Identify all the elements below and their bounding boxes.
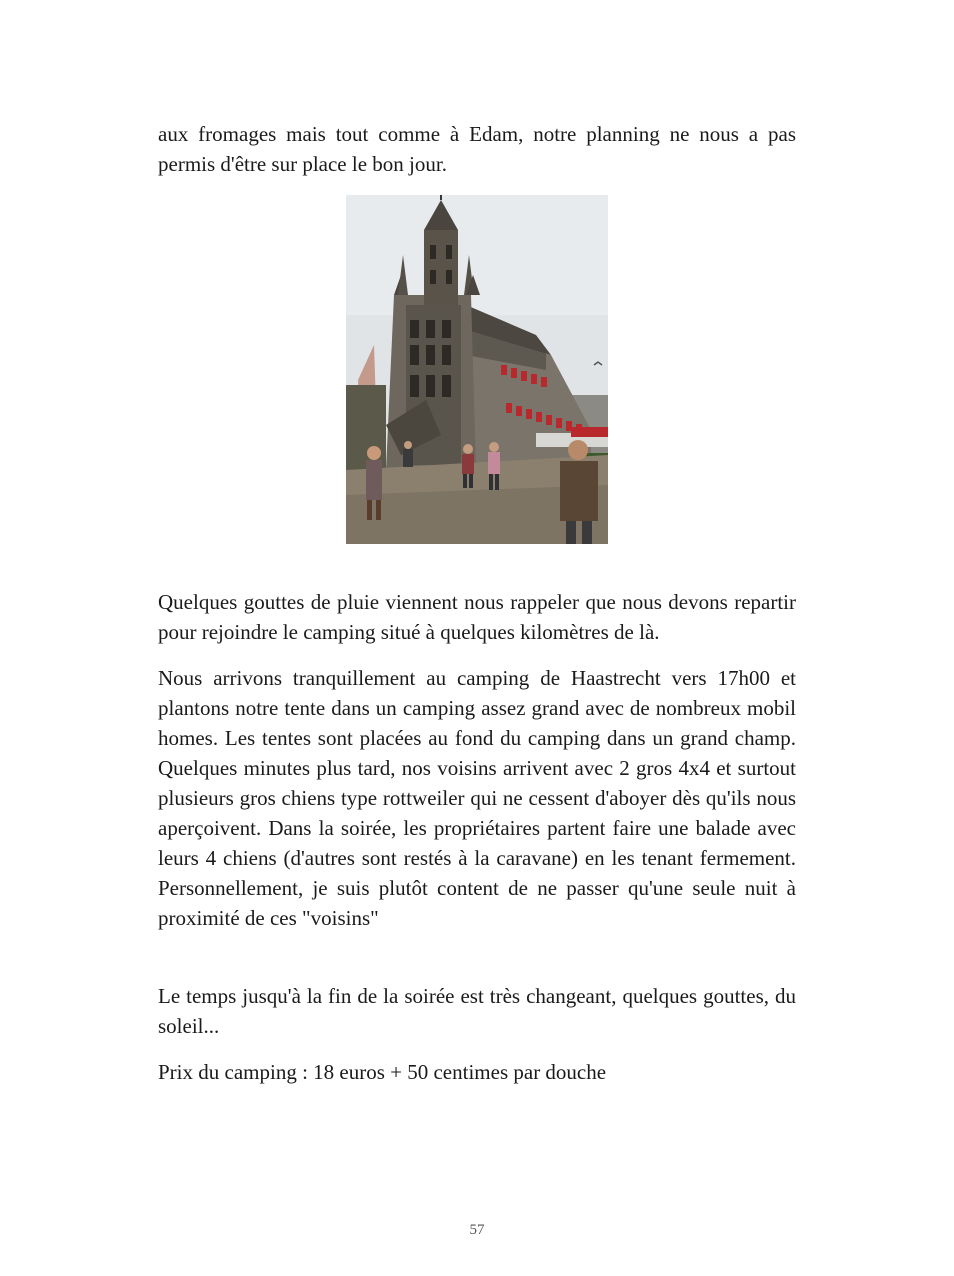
paragraph-4: Le temps jusqu'à la fin de la soirée est très changeant, quelques gouttes, du soleil... [158, 984, 796, 1038]
paragraph-2: Quelques gouttes de pluie viennent nous rappeler que nous devons repartir pour rejoindre le camping situé à quelques kilomètres de là. [158, 590, 796, 644]
paragraph-1: aux fromages mais tout comme à Edam, notre planning ne nous a pas permis d'être sur place le bon jour. [158, 122, 796, 176]
photo-tower [424, 230, 458, 305]
town-hall-photo [346, 195, 608, 544]
paragraph-5: Prix du camping : 18 euros + 50 centimes par douche [158, 1060, 607, 1084]
page-number: 57 [469, 1222, 485, 1238]
paragraph-3: Nous arrivons tranquillement au camping de Haastrecht vers 17h00 et plantons notre tente dans un camping assez grand avec de nombreux mobil homes. Les tentes sont placées au fond du camping dans un grand champ. Quelques minutes plus tard, nos voisins arrivent avec 2 gros 4x4 et surtout plusieurs gros chiens type rottweiler qui ne cessent d'aboyer dès qu'ils nous aperçoivent. Dans la soirée, les propriétaires partent faire une balade avec leurs 4 chiens (d'autres sont restés à la caravane) en les tenant fermement. Personnellement, je suis plutôt content de ne passer qu'une seule nuit à proximité de ces "voisins" [158, 666, 796, 930]
